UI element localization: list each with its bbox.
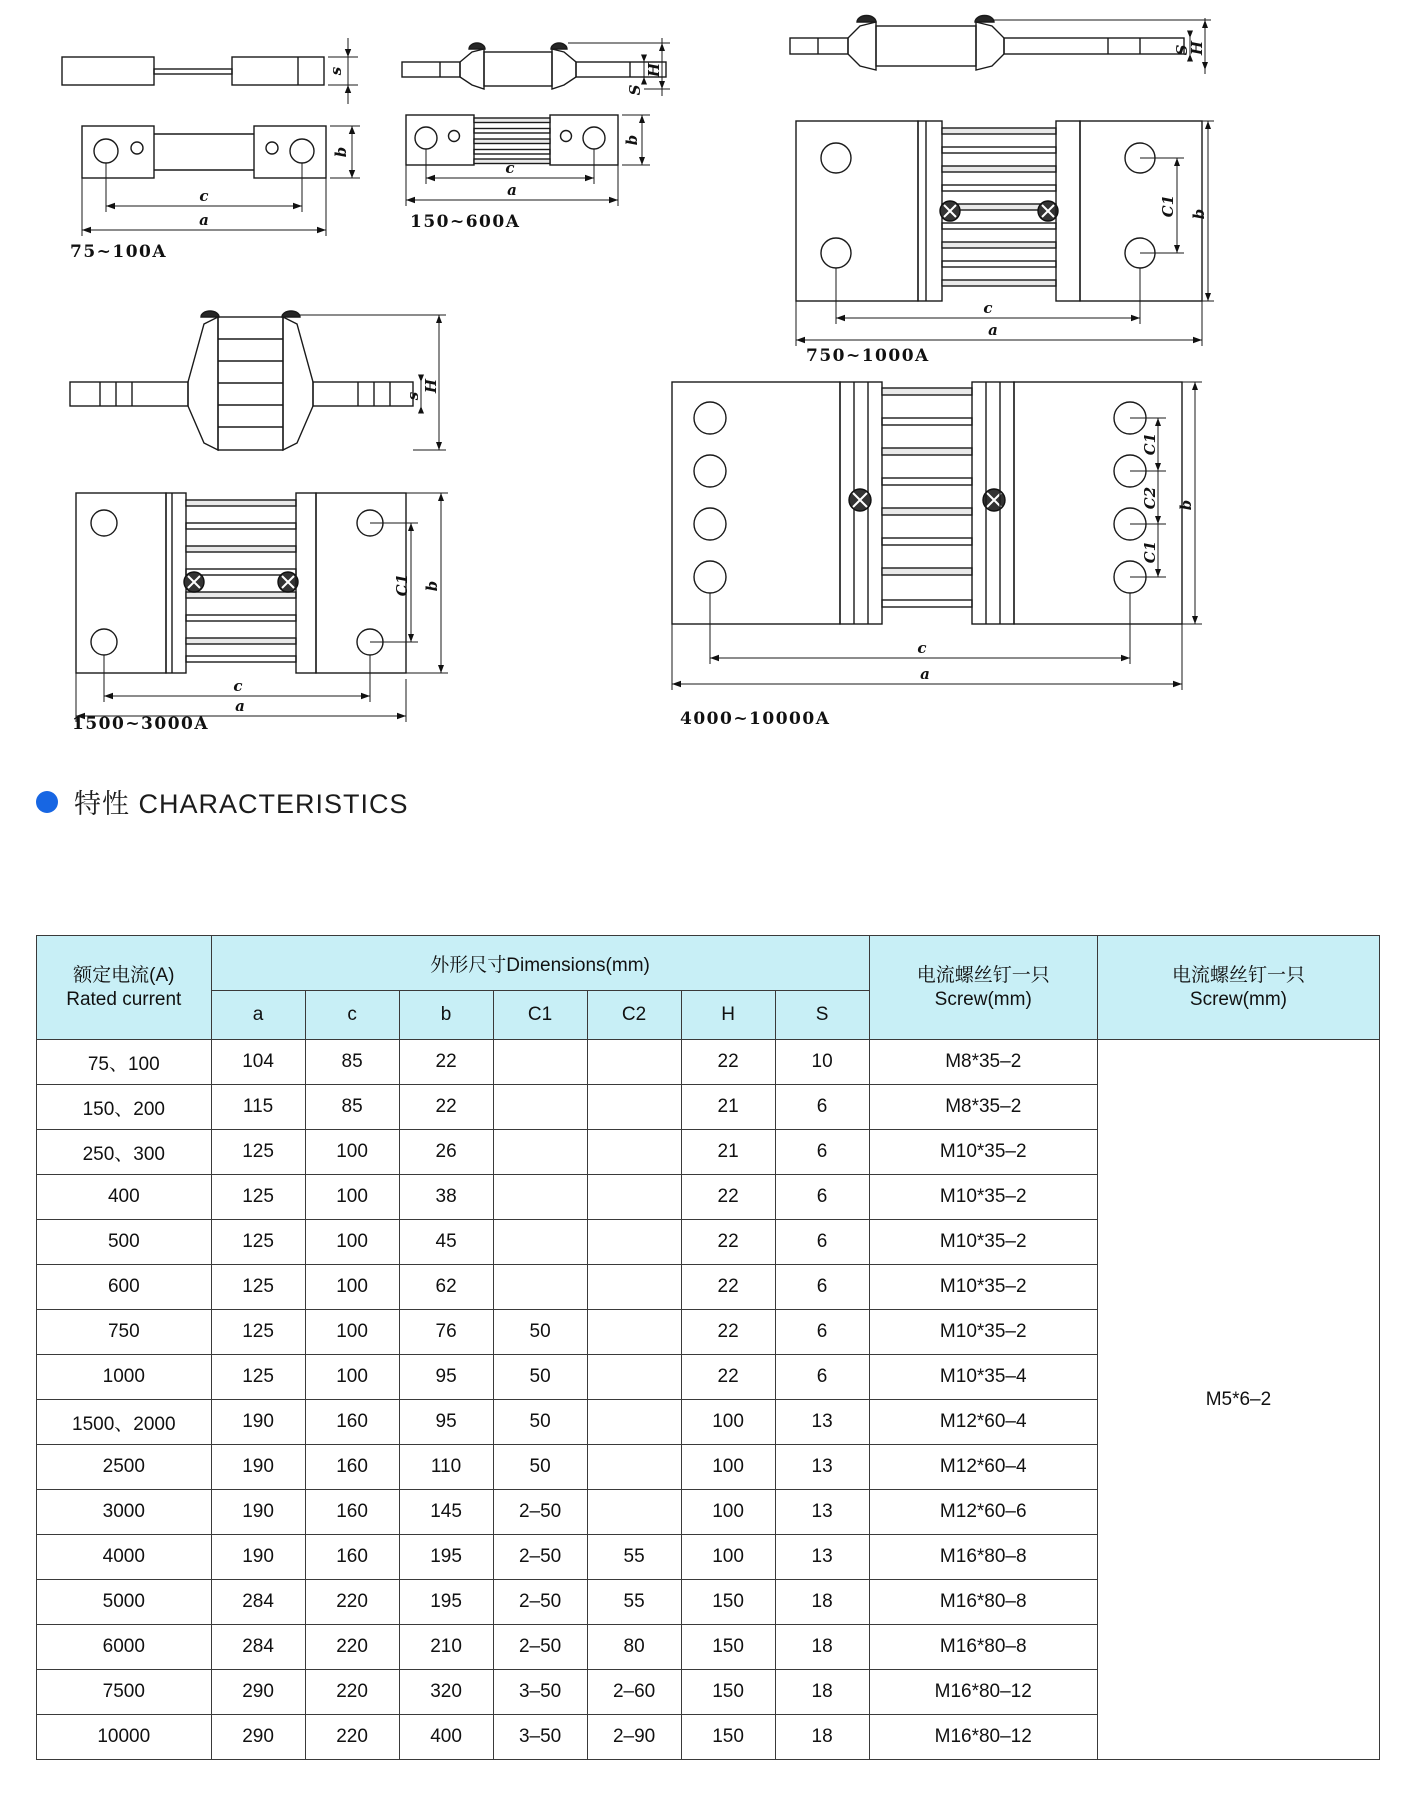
cell-rated-current: 10000	[37, 1715, 212, 1760]
diagram-range-label: 150~600A	[410, 212, 521, 232]
screw-icon	[1038, 201, 1058, 221]
cell-dim-C2	[587, 1175, 681, 1220]
dim-label-c: c	[233, 677, 243, 695]
dim-label-a: a	[920, 665, 930, 683]
cell-dim-C1	[493, 1265, 587, 1310]
cell-dim-H: 22	[681, 1040, 775, 1085]
table-header	[37, 936, 1380, 1040]
cell-dim-C1: 3–50	[493, 1715, 587, 1760]
screw-head-icon	[551, 43, 567, 49]
cell-dim-c: 85	[305, 1040, 399, 1085]
cell-dim-C1	[493, 1130, 587, 1175]
cell-dim-S: 18	[775, 1625, 869, 1670]
cell-dim-S: 6	[775, 1085, 869, 1130]
cell-dim-b: 38	[399, 1175, 493, 1220]
top-view	[796, 121, 1214, 346]
screw-icon	[278, 572, 298, 592]
cell-dim-c: 100	[305, 1175, 399, 1220]
cell-dim-H: 21	[681, 1085, 775, 1130]
cell-dim-b: 95	[399, 1355, 493, 1400]
cell-dim-c: 160	[305, 1535, 399, 1580]
screw-icon	[940, 201, 960, 221]
cell-dim-b: 320	[399, 1670, 493, 1715]
characteristics-table	[36, 935, 1380, 1760]
cell-dim-a: 125	[211, 1175, 305, 1220]
cell-dim-H: 150	[681, 1670, 775, 1715]
cell-dim-C1	[493, 1175, 587, 1220]
diagram-shunt-1500-3000a	[58, 290, 463, 732]
top-view	[672, 382, 1202, 690]
cell-dim-C2: 55	[587, 1580, 681, 1625]
header-screw-2	[1097, 936, 1379, 1040]
cell-dim-b: 22	[399, 1085, 493, 1130]
side-view	[70, 311, 446, 450]
dim-label-C1: C1	[1141, 540, 1159, 564]
cell-dim-H: 150	[681, 1715, 775, 1760]
header-screw-1	[869, 936, 1097, 1040]
cell-dim-a: 125	[211, 1355, 305, 1400]
cell-rated-current: 150、200	[37, 1085, 212, 1130]
header-rated-current	[37, 936, 212, 1040]
diagram-shunt-150-600a	[398, 12, 698, 234]
header-dim-a: a	[211, 991, 305, 1040]
dim-label-b: b	[1190, 208, 1208, 220]
cell-dim-C1: 2–50	[493, 1535, 587, 1580]
header-screw-1-en: Screw(mm)	[934, 988, 1032, 1010]
cell-dim-C2: 2–60	[587, 1670, 681, 1715]
cell-dim-C1: 2–50	[493, 1625, 587, 1670]
cell-dim-b: 145	[399, 1490, 493, 1535]
cell-dim-S: 13	[775, 1445, 869, 1490]
cell-dim-b: 210	[399, 1625, 493, 1670]
cell-dim-S: 6	[775, 1355, 869, 1400]
cell-rated-current: 75、100	[37, 1040, 212, 1085]
cell-dim-C1: 50	[493, 1400, 587, 1445]
header-screw-1-zh: 电流螺丝钉一只	[916, 964, 1050, 986]
cell-dim-a: 125	[211, 1220, 305, 1265]
cell-dim-C1	[493, 1040, 587, 1085]
cell-dim-S: 13	[775, 1490, 869, 1535]
top-view	[406, 115, 650, 206]
dim-label-c: c	[199, 187, 209, 205]
cell-dim-C1	[493, 1220, 587, 1265]
cell-dim-H: 100	[681, 1445, 775, 1490]
cell-dim-a: 290	[211, 1715, 305, 1760]
cell-dim-C1: 3–50	[493, 1670, 587, 1715]
cell-dim-C2	[587, 1490, 681, 1535]
screw-head-icon	[975, 16, 994, 22]
cell-dim-a: 125	[211, 1130, 305, 1175]
diagram-shunt-75-100a	[40, 14, 370, 262]
cell-dim-b: 195	[399, 1535, 493, 1580]
cell-dim-S: 18	[775, 1715, 869, 1760]
dim-label-c: c	[505, 159, 515, 177]
dim-label-s: s	[404, 391, 422, 401]
cell-dim-C2: 80	[587, 1625, 681, 1670]
dim-label-b: b	[332, 146, 350, 158]
cell-rated-current: 2500	[37, 1445, 212, 1490]
cell-dim-c: 220	[305, 1580, 399, 1625]
dim-label-b: b	[1177, 499, 1195, 511]
cell-rated-current: 250、300	[37, 1130, 212, 1175]
characteristics-section-header	[36, 782, 409, 821]
screw-icon	[849, 489, 871, 511]
cell-screw-spec: M10*35–2	[869, 1175, 1097, 1220]
cell-dim-S: 6	[775, 1310, 869, 1355]
header-rated-current-en: Rated current	[66, 988, 182, 1010]
cell-screw-spec: M16*80–12	[869, 1715, 1097, 1760]
cell-dim-c: 220	[305, 1625, 399, 1670]
cell-dim-a: 190	[211, 1535, 305, 1580]
cell-rated-current: 3000	[37, 1490, 212, 1535]
cell-dim-C2: 55	[587, 1535, 681, 1580]
cell-dim-c: 220	[305, 1715, 399, 1760]
dim-label-a: a	[199, 211, 209, 229]
merged-screw2-cell: M5*6–2	[1097, 1040, 1379, 1760]
cell-dim-a: 104	[211, 1040, 305, 1085]
cell-dim-S: 13	[775, 1535, 869, 1580]
cell-dim-S: 18	[775, 1580, 869, 1625]
cell-screw-spec: M12*60–6	[869, 1490, 1097, 1535]
cell-dim-b: 62	[399, 1265, 493, 1310]
cell-dim-b: 95	[399, 1400, 493, 1445]
cell-dim-S: 6	[775, 1220, 869, 1265]
cell-dim-c: 220	[305, 1670, 399, 1715]
cell-rated-current: 500	[37, 1220, 212, 1265]
cell-dim-c: 100	[305, 1310, 399, 1355]
dim-label-a: a	[235, 697, 245, 715]
cell-dim-C2	[587, 1265, 681, 1310]
cell-rated-current: 1000	[37, 1355, 212, 1400]
cell-dim-S: 6	[775, 1265, 869, 1310]
diagram-shunt-4000-10000a	[660, 372, 1212, 734]
cell-dim-a: 284	[211, 1625, 305, 1670]
cell-dim-b: 195	[399, 1580, 493, 1625]
blue-bullet-icon	[36, 791, 58, 813]
header-screw-2-zh: 电流螺丝钉一只	[1171, 964, 1305, 986]
header-dim-c: c	[305, 991, 399, 1040]
cell-dim-S: 6	[775, 1130, 869, 1175]
dim-label-s: s	[327, 66, 345, 76]
dim-label-H: H	[422, 378, 440, 394]
dim-label-H: H	[645, 62, 663, 78]
screw-head-icon	[469, 43, 485, 49]
cell-dim-C1: 50	[493, 1310, 587, 1355]
dim-label-a: a	[507, 181, 517, 199]
cell-dim-b: 22	[399, 1040, 493, 1085]
cell-dim-b: 76	[399, 1310, 493, 1355]
cell-dim-H: 100	[681, 1490, 775, 1535]
cell-dim-C2	[587, 1130, 681, 1175]
diagram-range-label: 4000~10000A	[680, 709, 831, 729]
screw-icon	[184, 572, 204, 592]
cell-dim-S: 13	[775, 1400, 869, 1445]
cell-screw-spec: M8*35–2	[869, 1040, 1097, 1085]
top-view	[82, 126, 360, 236]
cell-dim-a: 190	[211, 1400, 305, 1445]
dim-label-b: b	[423, 580, 441, 592]
cell-dim-C1	[493, 1085, 587, 1130]
cell-dim-c: 100	[305, 1355, 399, 1400]
side-view	[402, 38, 670, 96]
cell-dim-C2: 2–90	[587, 1715, 681, 1760]
cell-dim-S: 18	[775, 1670, 869, 1715]
dim-label-C1: C1	[1159, 194, 1177, 218]
diagram-range-label: 750~1000A	[806, 346, 930, 364]
cell-screw-spec: M10*35–2	[869, 1310, 1097, 1355]
cell-rated-current: 7500	[37, 1670, 212, 1715]
cell-dim-c: 160	[305, 1445, 399, 1490]
cell-dim-H: 22	[681, 1310, 775, 1355]
cell-screw-spec: M12*60–4	[869, 1445, 1097, 1490]
cell-dim-H: 21	[681, 1130, 775, 1175]
cell-screw-spec: M12*60–4	[869, 1400, 1097, 1445]
side-view	[790, 16, 1211, 75]
cell-dim-b: 45	[399, 1220, 493, 1265]
cell-dim-c: 160	[305, 1400, 399, 1445]
cell-dim-a: 190	[211, 1445, 305, 1490]
cell-dim-S: 10	[775, 1040, 869, 1085]
cell-dim-C2	[587, 1040, 681, 1085]
cell-dim-H: 22	[681, 1175, 775, 1220]
cell-dim-a: 190	[211, 1490, 305, 1535]
cell-dim-C2	[587, 1400, 681, 1445]
cell-screw-spec: M16*80–8	[869, 1625, 1097, 1670]
cell-dim-H: 22	[681, 1220, 775, 1265]
dim-label-C2: C2	[1141, 486, 1159, 510]
cell-dim-C2	[587, 1310, 681, 1355]
header-dim-C2: C2	[587, 991, 681, 1040]
cell-rated-current: 750	[37, 1310, 212, 1355]
cell-dim-c: 160	[305, 1490, 399, 1535]
cell-dim-H: 100	[681, 1535, 775, 1580]
cell-screw-spec: M16*80–8	[869, 1580, 1097, 1625]
dim-label-b: b	[623, 134, 641, 146]
table-body	[37, 1040, 1380, 1760]
cell-dim-C1: 2–50	[493, 1490, 587, 1535]
header-dim-S: S	[775, 991, 869, 1040]
cell-screw-spec: M8*35–2	[869, 1085, 1097, 1130]
cell-dim-C1: 2–50	[493, 1580, 587, 1625]
cell-dim-a: 290	[211, 1670, 305, 1715]
cell-rated-current: 6000	[37, 1625, 212, 1670]
header-rated-current-zh: 额定电流(A)	[73, 964, 175, 986]
cell-dim-C2	[587, 1445, 681, 1490]
dim-label-C1: C1	[1141, 432, 1159, 456]
dim-label-S: S	[626, 84, 644, 96]
cell-dim-c: 100	[305, 1265, 399, 1310]
dim-label-c: c	[983, 299, 993, 317]
section-title: 特性 CHARACTERISTICS	[74, 789, 409, 819]
screw-head-icon	[201, 311, 219, 317]
header-dim-C1: C1	[493, 991, 587, 1040]
diagram-shunt-750-1000a	[788, 6, 1218, 364]
cell-dim-H: 22	[681, 1355, 775, 1400]
header-dim-H: H	[681, 991, 775, 1040]
cell-dim-c: 85	[305, 1085, 399, 1130]
cell-rated-current: 5000	[37, 1580, 212, 1625]
cell-rated-current: 400	[37, 1175, 212, 1220]
cell-dim-b: 110	[399, 1445, 493, 1490]
cell-dim-C1: 50	[493, 1445, 587, 1490]
cell-dim-b: 26	[399, 1130, 493, 1175]
cell-dim-H: 22	[681, 1265, 775, 1310]
cell-dim-S: 6	[775, 1175, 869, 1220]
cell-dim-a: 125	[211, 1310, 305, 1355]
header-dim-b: b	[399, 991, 493, 1040]
cell-dim-H: 150	[681, 1625, 775, 1670]
cell-rated-current: 1500、2000	[37, 1400, 212, 1445]
screw-head-icon	[857, 16, 876, 22]
dim-label-c: c	[917, 639, 927, 657]
table-row	[37, 1040, 1380, 1085]
side-view	[62, 38, 358, 104]
dim-label-a: a	[988, 321, 998, 339]
header-dimensions-group: 外形尺寸Dimensions(mm)	[211, 936, 869, 991]
diagram-range-label: 75~100A	[70, 242, 168, 262]
cell-dim-a: 284	[211, 1580, 305, 1625]
cell-screw-spec: M10*35–2	[869, 1265, 1097, 1310]
cell-dim-C2	[587, 1355, 681, 1400]
cell-screw-spec: M16*80–8	[869, 1535, 1097, 1580]
header-screw-2-en: Screw(mm)	[1189, 988, 1287, 1010]
dim-label-S: S	[1173, 44, 1191, 56]
cell-rated-current: 600	[37, 1265, 212, 1310]
cell-dim-c: 100	[305, 1130, 399, 1175]
cell-screw-spec: M16*80–12	[869, 1670, 1097, 1715]
cell-dim-C2	[587, 1085, 681, 1130]
dim-label-H: H	[1188, 40, 1206, 56]
cell-dim-H: 150	[681, 1580, 775, 1625]
diagram-range-label: 1500~3000A	[72, 714, 210, 732]
dim-label-C1: C1	[393, 573, 411, 597]
cell-dim-C2	[587, 1220, 681, 1265]
cell-screw-spec: M10*35–2	[869, 1130, 1097, 1175]
cell-dim-c: 100	[305, 1220, 399, 1265]
cell-dim-a: 125	[211, 1265, 305, 1310]
top-view	[76, 493, 448, 722]
cell-screw-spec: M10*35–4	[869, 1355, 1097, 1400]
cell-dim-C1: 50	[493, 1355, 587, 1400]
screw-head-icon	[282, 311, 300, 317]
cell-dim-b: 400	[399, 1715, 493, 1760]
cell-dim-H: 100	[681, 1400, 775, 1445]
cell-screw-spec: M10*35–2	[869, 1220, 1097, 1265]
cell-rated-current: 4000	[37, 1535, 212, 1580]
cell-dim-a: 115	[211, 1085, 305, 1130]
